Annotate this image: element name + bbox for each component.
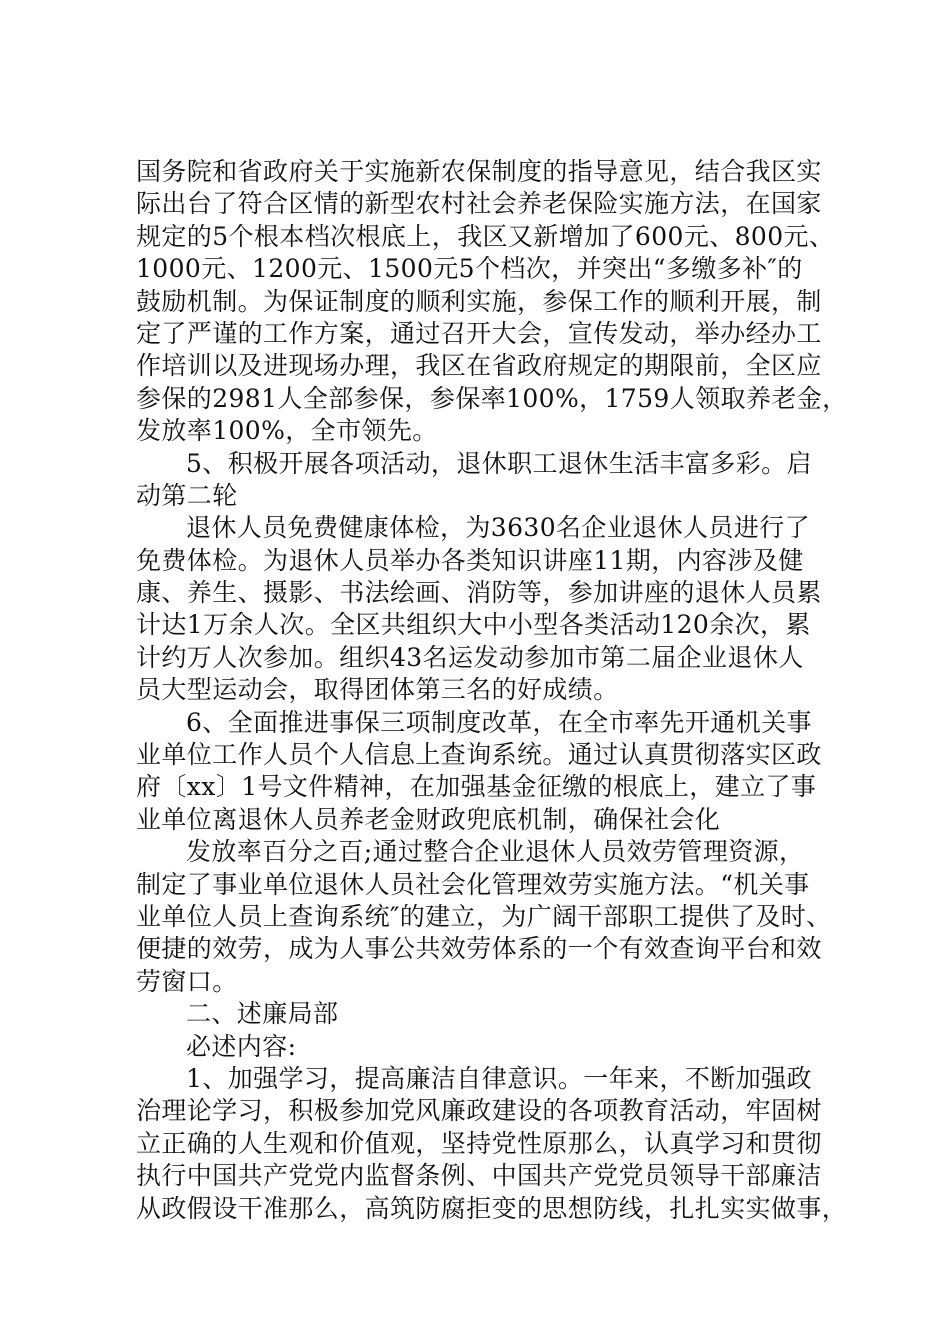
text-line: 执行中国共产党党内监督条例、中国共产党党员领导干部廉洁 bbox=[136, 1161, 822, 1191]
text-line: 府〔xx〕1号文件精神，在加强基金征缴的根底上，建立了事 bbox=[136, 772, 817, 802]
text-line: 国务院和省政府关于实施新农保制度的指导意见，结合我区实 bbox=[136, 157, 822, 186]
text-line: 二、述廉局部 bbox=[186, 999, 339, 1029]
text-line: 免费体检。为退休人员举办各类知识讲座11期，内容涉及健 bbox=[136, 545, 804, 575]
text-line: 必述内容: bbox=[186, 1031, 297, 1061]
text-line: 便捷的效劳，成为人事公共效劳体系的一个有效查询平台和效 bbox=[136, 934, 822, 964]
text-line: 发放率百分之百;通过整合企业退休人员效劳管理资源， bbox=[186, 837, 805, 867]
text-line: 发放率100%，全市领先。 bbox=[136, 416, 438, 446]
text-line: 计达1万余人次。全区共组织大中小型各类活动120余次，累 bbox=[136, 610, 811, 640]
text-line: 退休人员免费健康体检，为3630名企业退休人员进行了 bbox=[186, 513, 811, 543]
text-line: 5、积极开展各项活动，退休职工退休生活丰富多彩。启 bbox=[186, 448, 812, 478]
text-line: 从政假设干准那么，高筑防腐拒变的思想防线，扎扎实实做事， bbox=[136, 1193, 848, 1223]
text-line: 业单位工作人员个人信息上查询系统。通过认真贯彻落实区政 bbox=[136, 740, 822, 770]
text-line: 治理论学习，积极参加党风廉政建设的各项教育活动，牢固树 bbox=[136, 1096, 822, 1126]
text-line: 员大型运动会，取得团体第三名的好成绩。 bbox=[136, 675, 619, 705]
text-line: 制定了事业单位退休人员社会化管理效劳实施方法。“机关事 bbox=[136, 869, 810, 899]
text-line: 作培训以及进现场办理，我区在省政府规定的期限前，全区应 bbox=[136, 351, 822, 381]
document-body bbox=[136, 156, 848, 1225]
text-line: 计约万人次参加。组织43名运发动参加市第二届企业退休人 bbox=[136, 642, 804, 672]
text-line: 定了严谨的工作方案，通过召开大会，宣传发动，举办经办工 bbox=[136, 318, 822, 348]
text-line: 劳窗口。 bbox=[136, 966, 238, 996]
text-line: 6、全面推进事保三项制度改革，在全市率先开通机关事 bbox=[186, 707, 812, 737]
text-line: 1000元、1200元、1500元5个档次，并突出“多缴多补″的 bbox=[136, 254, 803, 284]
text-line: 业单位离退休人员养老金财政兜底机制，确保社会化 bbox=[136, 804, 721, 834]
text-line: 康、养生、摄影、书法绘画、消防等，参加讲座的退休人员累 bbox=[136, 578, 822, 608]
text-line: 鼓励机制。为保证制度的顺利实施，参保工作的顺利开展，制 bbox=[136, 286, 822, 316]
text-line: 参保的2981人全部参保，参保率100%，1759人领取养老金， bbox=[136, 383, 848, 413]
text-line: 规定的5个根本档次根底上，我区又新增加了600元、800元、 bbox=[136, 221, 835, 251]
text-line: 1、加强学习，提高廉洁自律意识。一年来，不断加强政 bbox=[186, 1063, 812, 1093]
text-line: 业单位人员上查询系统″的建立，为广阔干部职工提供了及时、 bbox=[136, 901, 832, 931]
text-line: 际出台了符合区情的新型农村社会养老保险实施方法，在国家 bbox=[136, 189, 822, 219]
text-line: 立正确的人生观和价值观，坚持党性原那么，认真学习和贯彻 bbox=[136, 1128, 822, 1158]
text-line: 动第二轮 bbox=[136, 480, 238, 510]
